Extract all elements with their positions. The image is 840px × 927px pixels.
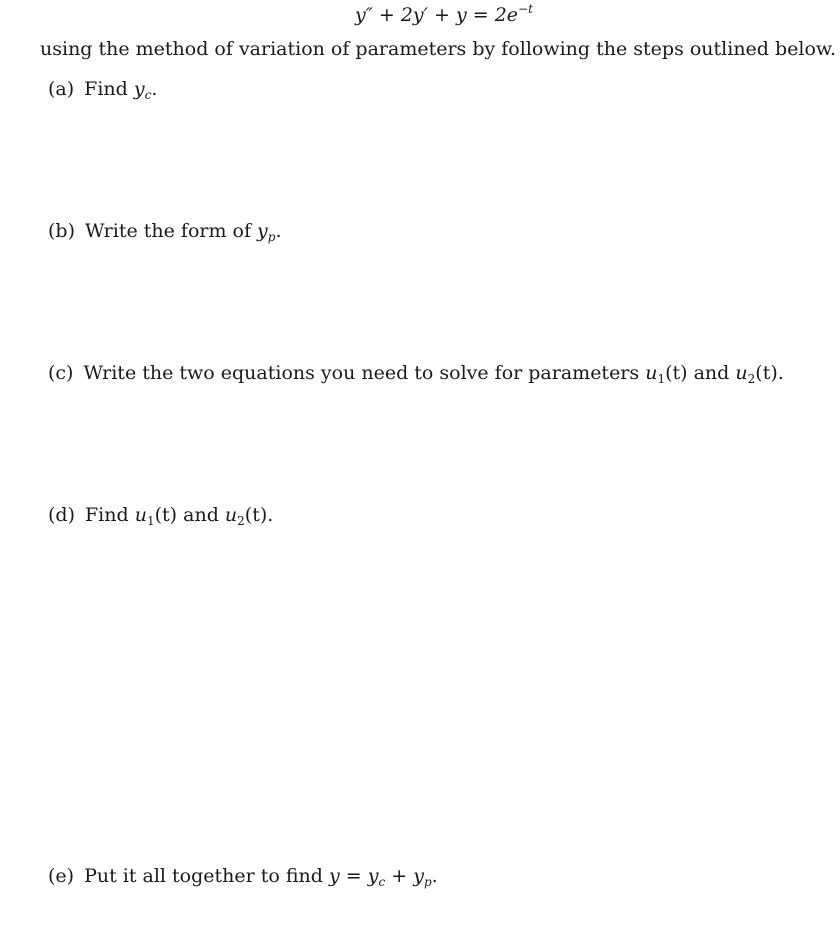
part-b-text: Write the form of <box>85 220 251 242</box>
part-e-label: (e) <box>48 865 75 887</box>
equation <box>355 3 533 27</box>
part-e-text: Put it all together to find <box>84 865 323 887</box>
part-c-u1: $u_1(t)$ <box>645 362 688 386</box>
part-c-label: (c) <box>48 362 74 384</box>
part-e-y: y <box>329 865 340 887</box>
part-d-text: Find <box>85 504 129 526</box>
part-e-plus: + <box>391 865 408 887</box>
part-b-label: (b) <box>48 220 75 242</box>
part-e-equals: = <box>345 865 362 887</box>
part-b: (b) Write the form of $y_p$. <box>48 220 282 244</box>
part-d-label: (d) <box>48 504 75 526</box>
part-d: (d) Find $u_1(t)$ and $u_2(t)$. <box>48 504 274 528</box>
equation-rhs-exponent: −t <box>518 2 533 16</box>
part-a-yc: $y_c$ <box>133 78 152 102</box>
part-c-u2: $u_2(t)$ <box>735 362 778 386</box>
part-e-yc: $y_c$ <box>367 865 386 889</box>
part-d-u1: $u_1(t)$ <box>134 504 178 528</box>
intro-text: using the method of variation of parameters by following the steps outlined below. <box>40 38 836 60</box>
part-a-label: (a) <box>48 78 75 100</box>
equation-lhs: y″ + 2y′ + y <box>355 4 467 26</box>
part-e: (e) Put it all together to find $y = y_c + y_p$. <box>48 865 438 889</box>
part-d-u2: $u_2(t)$ <box>224 504 268 528</box>
part-c-text: Write the two equations you need to solve for parameters <box>83 362 640 384</box>
part-c: (c) Write the two equations you need to solve for parameters $u_1(t)$ and $u_2(t)$. <box>48 362 784 386</box>
equation-equals: = <box>472 4 489 26</box>
part-e-yp: $y_p$ <box>413 865 432 889</box>
equation-rhs: $2e^{-t}$ <box>494 2 533 26</box>
part-a-text: Find <box>84 78 128 100</box>
part-b-yp: $y_p$ <box>257 220 276 244</box>
part-a: (a) Find $y_c$. <box>48 78 158 102</box>
